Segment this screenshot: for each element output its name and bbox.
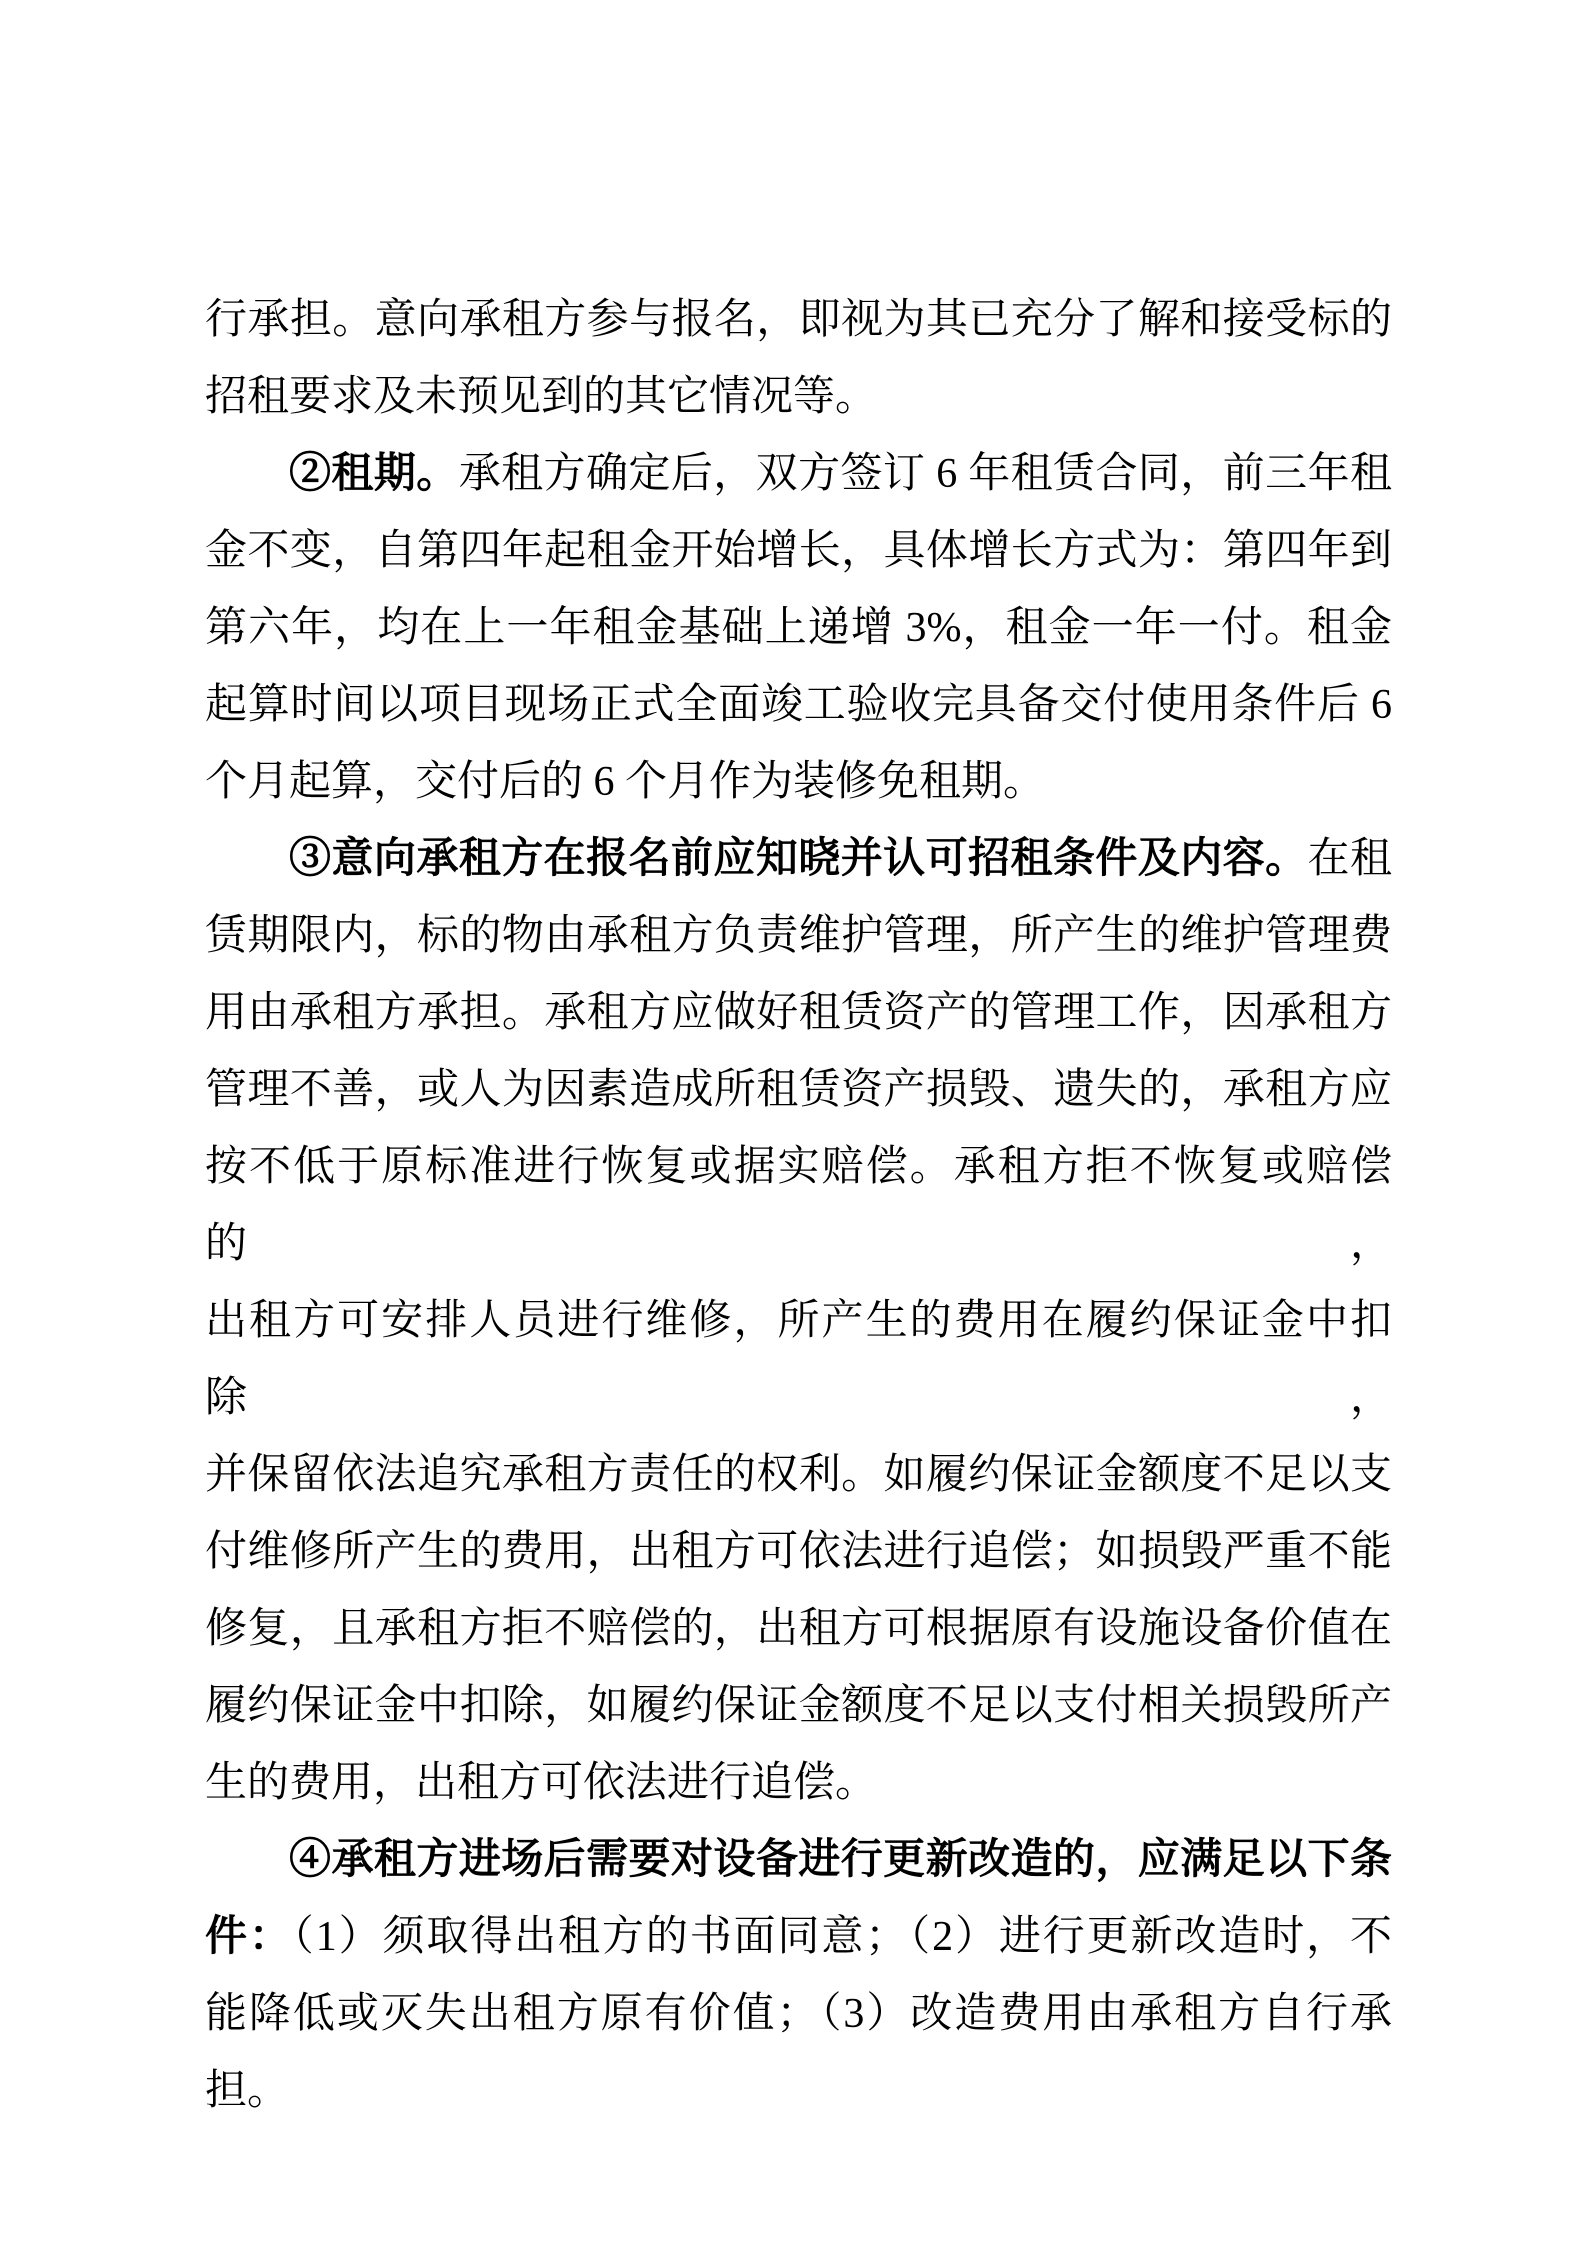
text-line [205,1591,1392,1668]
paragraph-body-text: 承租方确定后，双方签订 6 年租赁合同，前三年租 [458,451,1392,497]
paragraph-body-text: 付维修所产生的费用，出租方可依法进行追偿；如损毁严重不能 [205,1529,1392,1575]
document-text-block [205,282,1392,2130]
paragraph-body-text: 用由承租方承担。承租方应做好租赁资产的管理工作，因承租方 [205,990,1392,1036]
paragraph-body-text: 担。 [205,2068,290,2114]
paragraph-body-text: （1）须取得出租方的书面同意；（2）进行更新改造时，不 [292,1914,1392,1960]
text-line [205,667,1392,744]
text-line [205,1899,1392,1976]
paragraph-heading-text: ④承租方进场后需要对设备进行更新改造的，应满足以下条 [289,1837,1392,1883]
paragraph-body-text: 个月起算，交付后的 6 个月作为装修免租期。 [205,759,1046,805]
text-line [205,1668,1392,1745]
paragraph-heading-text: ②租期。 [289,451,459,497]
text-line [205,513,1392,590]
text-line [205,1283,1392,1437]
paragraph-body-text: 行承担。意向承租方参与报名，即视为其已充分了解和接受标的 [205,297,1392,343]
text-line [205,975,1392,1052]
paragraph-body-text: 金不变，自第四年起租金开始增长，具体增长方式为：第四年到 [205,528,1392,574]
text-line [205,898,1392,975]
paragraph-body-text: 并保留依法追究承租方责任的权利。如履约保证金额度不足以支 [205,1452,1392,1498]
text-line [205,1822,1392,1899]
text-line [205,1976,1392,2053]
paragraph-body-text: 第六年，均在上一年租金基础上递增 3%，租金一年一付。租金 [205,605,1392,651]
paragraph-body-text: 赁期限内，标的物由承租方负责维护管理，所产生的维护管理费 [205,913,1392,959]
text-line [205,1437,1392,1514]
paragraph-heading-text: ③意向承租方在报名前应知晓并认可招租条件及内容。 [289,836,1308,882]
text-line [205,590,1392,667]
text-line [205,1052,1392,1129]
text-line [205,1129,1392,1283]
paragraph-body-text: 出租方可安排人员进行维修，所产生的费用在履约保证金中扣除， [205,1298,1392,1421]
paragraph-body-text: 管理不善，或人为因素造成所租赁资产损毁、遗失的，承租方应 [205,1067,1392,1113]
text-line [205,282,1392,359]
paragraph-body-text: 生的费用，出租方可依法进行追偿。 [205,1760,878,1806]
paragraph-body-text: 能降低或灭失出租方原有价值；（3）改造费用由承租方自行承 [205,1991,1392,2037]
paragraph-body-text: 按不低于原标准进行恢复或据实赔偿。承租方拒不恢复或赔偿的， [205,1144,1392,1267]
text-line [205,436,1392,513]
paragraph-body-text: 招租要求及未预见到的其它情况等。 [205,374,878,420]
text-line [205,359,1392,436]
paragraph-body-text: 在租 [1307,836,1392,882]
paragraph-body-text: 修复，且承租方拒不赔偿的，出租方可根据原有设施设备价值在 [205,1606,1392,1652]
paragraph-heading-text: 件： [205,1914,293,1960]
paragraph-body-text: 履约保证金中扣除，如履约保证金额度不足以支付相关损毁所产 [205,1683,1392,1729]
text-line [205,2053,1392,2130]
paragraph-body-text: 起算时间以项目现场正式全面竣工验收完具备交付使用条件后 6 [205,682,1392,728]
text-line [205,1745,1392,1822]
text-line [205,744,1392,821]
text-line [205,1514,1392,1591]
text-line [205,821,1392,898]
